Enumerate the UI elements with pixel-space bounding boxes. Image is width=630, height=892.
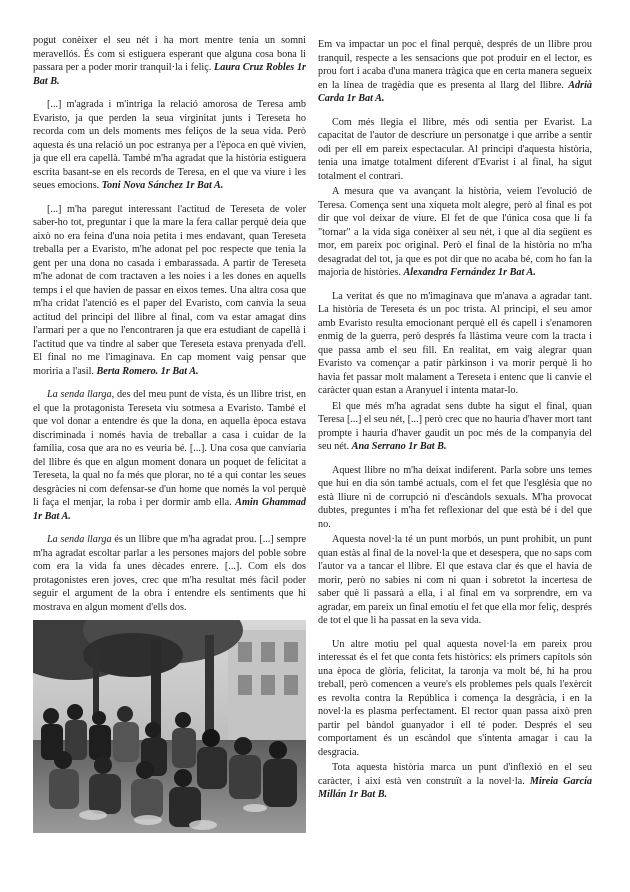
students-group-photo [33,620,306,833]
review-text: La veritat és que no m'imaginava que m'anava a agradar tant. La història de Tereseta és un poc trista. Al principi, el seu amor amb Evaristo resulta emocionant perquè ell és capell i s'enamoren enmig de la guerra, però després fa llàstima veure com la tracta i que passa amb el seu fill. En realitat, em vaig alegrar quan Evaristo va començar a patir pàrkinson i va morir perquè li ho havia fet passar molt malament a Tereseta i entenc que li canvie el caràcter quan estan a Aranyuel i intenta matar-lo. [318,290,592,396]
right-column [318,38,592,812]
review-author: Amin Ghammad 1r Bat A. [33,497,306,522]
review-text: és un llibre que m'ha agradat prou. [...] sempre m'ha agradat escoltar parlar a les persones majors del poble sobre com era la vida fa unes dècades enrere. [...]. Com els dos protagonistes eren joves, crec que m'ha resultat més fàcil poder seguir el argument de la obra i entendre els sentiments que hi mostrava en algun moment d'ells dos. [33,534,306,613]
review-text: El que més m'ha agradat sens dubte ha sigut el final, quan Teresa [...] el seu nét, [...] però crec que no hauria d'haver mort tant prompte i hauria d'haver gaudit un poc més de la companyia del seu nét. [318,400,592,452]
review-text: Tota aquesta història marca un punt d'inflexió en el seu caràcter, i així està ven construït a la novel·la. [318,762,592,787]
review-paragraph [318,185,592,280]
review-text: Aquesta novel·la té un punt morbós, un punt prohibit, un punt quan estàs al final de la novel·la que et desespera, que no saps com l'autor va a tancar el llibre. El que estava clar és que el havia de morir, però no sabies ni com ni quan i sobretot la incertesa de saber què li passarà a ella, i al final em va sorprendre, em va agradar, em pareix un final emotiu el fet que ella mor feliç, després de tot el que li ha passat en la seva vida. [318,534,592,626]
review-paragraph [318,761,592,802]
review-paragraph [318,638,592,760]
review-author: Toni Nova Sánchez 1r Bat A. [101,180,224,191]
review-paragraph [33,533,306,614]
book-title: La senda llarga [47,534,112,545]
review-text: [...] m'ha paregut interessant l'actitud de Tereseta de voler saber-ho tot, preguntar i que la mare la fera callar perquè deia que això no era feina d'una noia petita i mes endavant, quan Tereseta treballa per a Evaristo, m'he adonat pel poc respecte que tenia la gent per una dona no casada i embarassada. A partir de Tereseta m'he adonat de com tractaven a les noies i a les dones en aquells temps i el que havien de passar en eixos temes. Una altra cosa que m'ha cridat l'atenció es el paper del Evaristo, com canvia la seua actitud del principi del llibre al final, com va estar amagat dins l'armari per a que no l'encontraren ja que era estudiant de capellà i l'actitud que va tindre al saber que Tereseta estava prenyada d'ell. El final no me l'imaginava. En cap moment vaig pensar que moriria a l'asil. [33,203,306,377]
review-author: Ana Serrano 1r Bat B. [351,441,447,452]
review-paragraph [318,464,592,532]
review-author: Adrià Carda 1r Bat A. [318,79,592,104]
review-paragraph [33,34,306,88]
review-paragraph [33,388,306,523]
review-text: Em va impactar un poc el final perquè, després de un llibre prou tranquil, respecte a les sensacions que pot produir en el lector, es prou fort i acaba d'una manera tràgica que en certa manera segueix en la línea de tragèdia que es presenta al llarg del llibre. [318,39,592,91]
review-paragraph [318,290,592,398]
review-text: Un altre motiu pel qual aquesta novel·la em pareix prou interessat és el fet que conta fets històrics: els primers capítols són una època de glòria, felicitat, la taronja va molt bé, hi ha prou treball, però comencen a veure's els problemes pels quals l'exèrcit es revolta contra la República i comença la desgràcia, i en la novel·la es plasma perfectament. El rector quan passa això pren partir pel bàndol guanyador i ell té poder. Després el seu comportament és un escàndol que s'intenta amagar i cau la desgracia. [318,638,592,758]
review-text: A mesura que va avançant la història, veiem l'evolució de Teresa. Comença sent una xiqueta molt alegre, però al final es pot dir que vol deixar de viure. El fet de que l'única cosa que li fa "tornar" a la vida siga conèixer al seu nét, i que al dia següent es mor, em pareix poc original. Però el final de la història no m'ha desagradat del tot, ja que es pot dir que no acaba bé, com ho fan la majoria de històries. [318,186,592,278]
review-paragraph [318,400,592,454]
review-text: pogut conèixer el seu nét i ha mort mentre tenia un somni meravellós. És com si estiguera esperant que alguna cosa bona li passara per a poder morir tranquil·la i feliç. [33,35,306,73]
review-author: Alexandra Fernández 1r Bat A. [403,267,536,278]
review-paragraph [33,98,306,193]
left-column [33,34,306,833]
review-paragraph [318,116,592,184]
review-author: Laura Cruz Robles 1r Bat B. [33,62,307,87]
book-title: La senda llarga [47,389,112,400]
review-paragraph [318,38,592,106]
review-author: Mireia García Millán 1r Bat B. [318,775,593,800]
review-text: Com més llegia el llibre, més odi sentia per Evarist. La capacitat de l'autor de descriure un personatge i que arribe a sentir odi per ell em pareix espectacular. Al principi d'aquesta història, tenia una imatge totalment diferent d'Evarist i al final, ha sigut totalment el contrari. [318,116,592,182]
review-paragraph [318,533,592,628]
review-text: , des del meu punt de vista, és un llibre trist, en el que la protagonista Tereseta viu sotmesa a Evaristo. També el que vol donar a entendre és que la dona, en aquella època estava discriminada i només havia de treballar a casa i cuidar de la família, cosa que ara no es veuria bé. [...]. Una cosa que canviaria del llibre és que en algun moment donara un poquet de felicitat a Tereseta, la qual no fa més que plorar, no té a qui contar les seues desgràcies ni com defensar-se d'un home que només la vol perquè li faça el menjar, la roba i per dormir amb ella. [33,389,307,508]
review-paragraph [33,203,306,379]
review-author: Berta Romero. 1r Bat A. [96,365,199,377]
review-text: [...] m'agrada i m'intriga la relació amorosa de Teresa amb Evaristo, ja que perden la seua virginitat junts i Tereseta ho recorda com un dels moments mes feliços de la seua vida. Però aquesta és una relació un poc estranya per a l'època en què vivien, ja que ell era capellà. També m'ha agradat que la història estiguera escrita basant-se en els records de Teresa, en el que va viure i les seues emocions. [33,99,306,191]
review-text: Aquest llibre no m'ha deixat indiferent. Parla sobre uns temes que hui en dia són també actuals, com el fet que l'església que no està lliure ni de corrupció ni d'escàndols sexuals. M'ha provocat dubtes, preguntes i m'ha fet reflexionar del que està bé i del que no. [318,464,592,530]
